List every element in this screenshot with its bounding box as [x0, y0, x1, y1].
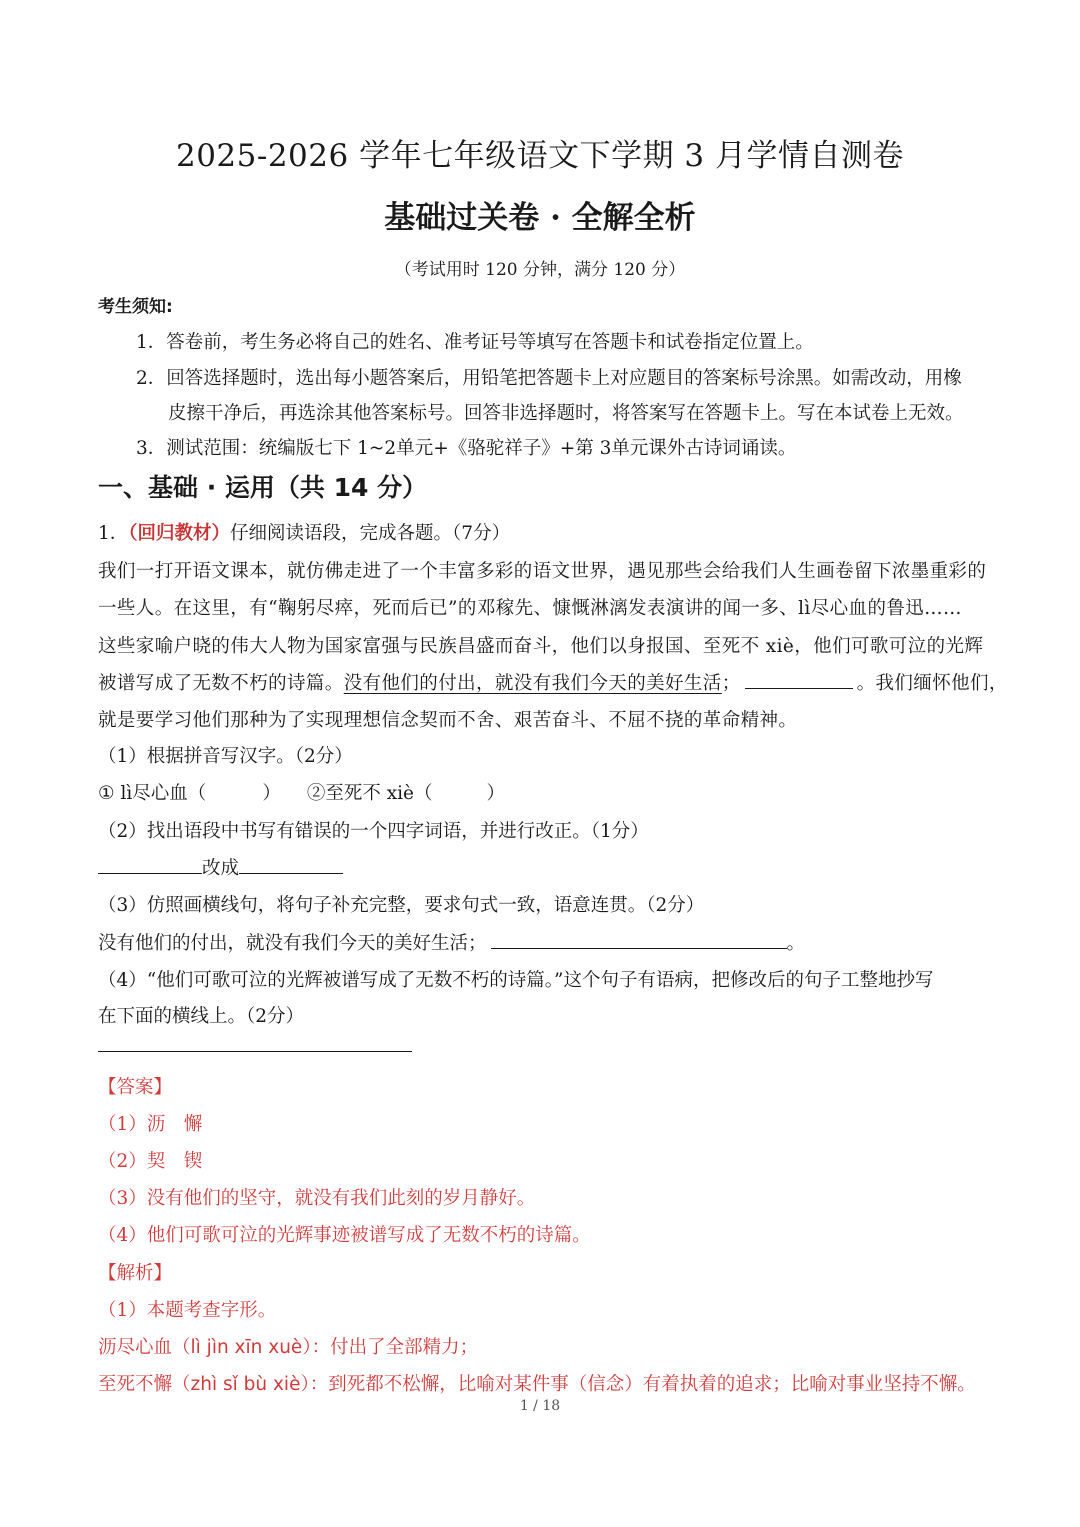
passage-line: 就是要学习他们那种为了实现理想信念契而不舍、艰苦奋斗、不屈不挠的革命精神。	[98, 710, 798, 731]
sub-question-4: （4）“他们可歌可泣的光辉被谱写成了无数不朽的诗篇。”这个句子有语病，把修改后的句子工整地抄写	[98, 970, 934, 991]
given-sentence: 没有他们的付出，就没有我们今天的美好生活；	[98, 933, 487, 954]
definition: ）：到死都不松懈，比喻对某件事（信念）有着执着的追求；比喻对事业坚持不懈。	[300, 1374, 976, 1395]
idiom: 沥尽心血（	[98, 1337, 191, 1358]
sub-question-3-answer	[98, 929, 805, 955]
change-to-label: 改成	[202, 858, 240, 879]
section-heading: 一、基础 · 运用（共 14 分）	[98, 473, 428, 502]
item-b-close: ）	[486, 783, 506, 804]
analysis-label: 【解析】	[98, 1263, 173, 1284]
passage-line: 一些人。在这里，有“鞠躬尽瘁，死而后已”的邓稼先、慷慨淋漓发表演讲的闻一多、lì尽心血的鲁迅……	[98, 598, 962, 619]
answer-label: 【答案】	[98, 1077, 173, 1098]
fill-blank[interactable]	[98, 855, 202, 874]
sub-question-3: （3）仿照画横线句，将句子补充完整，要求句式一致，语意连贯。（2分）	[98, 895, 705, 916]
sentence-end: 。	[786, 933, 806, 954]
item-b-label: ②至死不 xiè（	[306, 783, 433, 804]
notice-title: 考生须知:	[98, 297, 173, 317]
answer-line[interactable]	[98, 1051, 412, 1052]
analysis-definition	[98, 1370, 976, 1396]
page-title: 2025-2026 学年七年级语文下学期 3 月学情自测卷	[175, 138, 905, 174]
answer-item: （4）他们可歌可泣的光辉事迹被谱写成了无数不朽的诗篇。	[98, 1225, 591, 1246]
notice-item: 2．回答选择题时，选出每小题答案后，用铅笔把答题卡上对应题目的答案标号涂黑。如需改动，用橡	[136, 368, 962, 389]
answer-item: （1）沥 懈	[98, 1114, 203, 1135]
notice-item: 皮擦干净后，再选涂其他答案标号。回答非选择题时，将答案写在答题卡上。写在本试卷上无效。	[168, 403, 964, 424]
analysis-definition	[98, 1333, 478, 1359]
notice-item: 3．测试范围：统编版七下 1~2单元+《骆驼祥子》+第 3单元课外古诗词诵读。	[136, 438, 797, 459]
time-note: （考试用时 120 分钟，满分 120 分）	[394, 260, 686, 280]
page-subtitle: 基础过关卷 · 全解全析	[384, 200, 696, 236]
question-tag: （回归教材）	[128, 523, 231, 544]
idiom: 至死不懈（	[98, 1374, 191, 1395]
fill-blank[interactable]	[745, 670, 853, 689]
question-1-header	[98, 519, 510, 545]
passage-line: 这些家喻户晓的伟大人物为国家富强与民族昌盛而奋斗，他们以身报国、至死不 xiè，他们可歌可泣的光辉	[98, 636, 984, 657]
underlined-sentence: 没有他们的付出，就没有我们今天的美好生活	[343, 673, 722, 694]
passage-text: ；	[721, 673, 741, 694]
definition: ）：付出了全部精力；	[302, 1337, 479, 1358]
passage-text: 。我们缅怀他们，	[856, 673, 1008, 694]
fill-blank[interactable]	[491, 930, 787, 949]
passage-line: 我们一打开语文课本，就仿佛走进了一个丰富多彩的语文世界，遇见那些会给我们人生画卷留下浓墨重彩的	[98, 561, 987, 582]
question-stem: 仔细阅读语段，完成各题。（7分）	[230, 523, 511, 544]
passage-line	[98, 669, 1008, 695]
passage-text: 被谱写成了无数不朽的诗篇。	[98, 673, 344, 694]
sub-question-2: （2）找出语段中书写有错误的一个四字词语，并进行改正。（1分）	[98, 821, 649, 842]
item-a-close: ）	[262, 783, 281, 804]
notice-item: 1．答卷前，考生务必将自己的姓名、准考证号等填写在答题卡和试卷指定位置上。	[136, 332, 814, 353]
pinyin: zhì sǐ bù xiè	[190, 1374, 301, 1395]
analysis-text: （1）本题考查字形。	[98, 1300, 277, 1321]
sub-question-1-items	[98, 779, 505, 805]
question-number: 1．	[98, 523, 129, 544]
pinyin: lì jìn xīn xuè	[190, 1337, 303, 1358]
sub-question-2-answer	[98, 854, 343, 880]
item-a-label: ① lì尽心血（	[98, 783, 207, 804]
sub-question-4-line2: 在下面的横线上。（2分）	[98, 1006, 305, 1027]
answer-item: （3）没有他们的坚守，就没有我们此刻的岁月静好。	[98, 1188, 536, 1209]
answer-item: （2）契 锲	[98, 1151, 203, 1172]
sub-question-1: （1）根据拼音写汉字。（2分）	[98, 746, 353, 767]
page-number: 1 / 18	[519, 1398, 561, 1414]
fill-blank[interactable]	[239, 855, 343, 874]
